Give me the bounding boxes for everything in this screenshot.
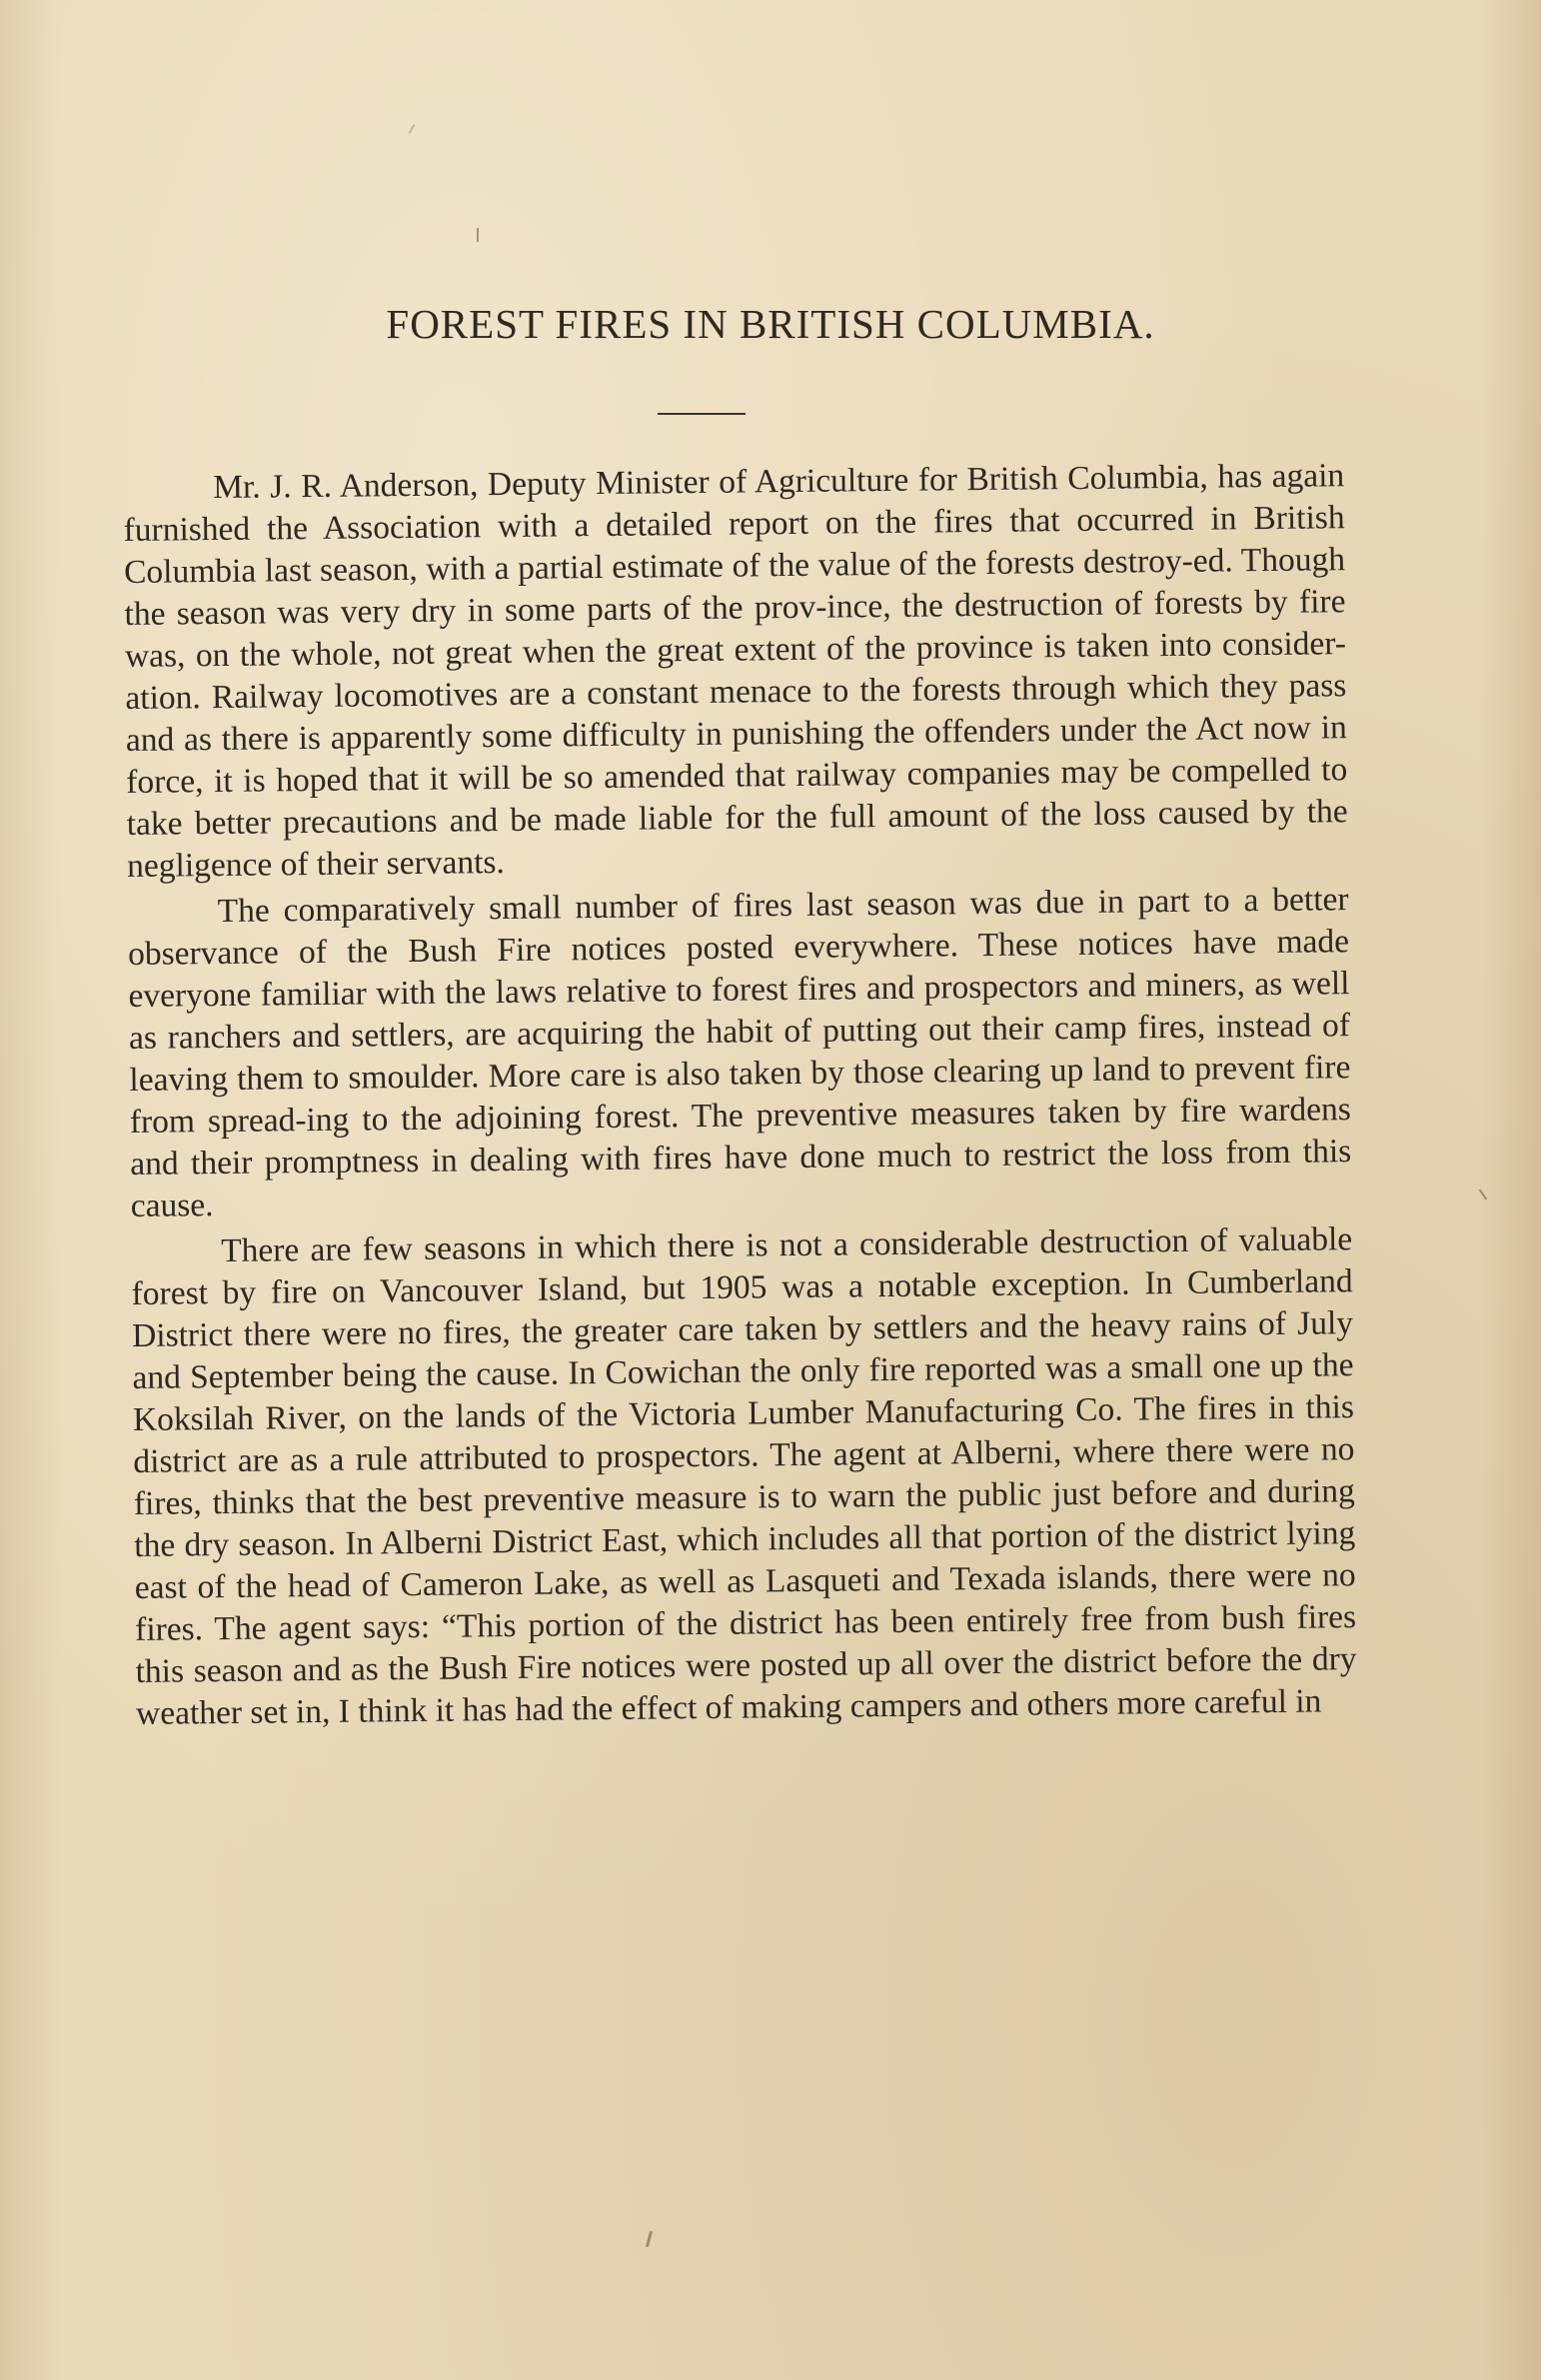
paper-speck (646, 2231, 653, 2247)
article-body (123, 455, 1357, 1735)
paper-speck (477, 228, 479, 242)
paragraph-3: There are few seasons in which there is not a considerable destruction of valuable forest by fire on Vancouver Island, but 1905 was a notable exception. In Cumberland District there were no fires, the greater care taken by settlers and the heavy rains of July and September being the cause. In Cowichan the only fire reported was a small one up the Koksilah River, on the lands of the Victoria Lumber Manufacturing Co. The fires in this district are as a rule attributed to prospectors. The agent at Alberni, where there were no fires, thinks that the best preventive measure is to warn the public just before and during the dry season. In Alberni District East, which includes all that portion of the district lying east of the head of Cameron Lake, as well as Lasqueti and Texada islands, there were no fires. The agent says: “This portion of the district has been entirely free from bush fires this season and as the Bush Fire notices were posted up all over the district before the dry weather set in, I think it has had the effect of making campers and others more careful in (131, 1220, 1357, 1732)
page-title: FOREST FIRES IN BRITISH COLUMBIA. (386, 301, 1155, 347)
title-divider (658, 413, 746, 415)
paragraph-2: The comparatively small number of fires last season was due in part to a better observance of the Bush Fire notices posted everywhere. These notices have made everyone familiar with the laws relative to forest fires and prospectors and miners, as well as ranchers and settlers, are acquiring the habit of putting out their camp fires, instead of leaving them to smoulder. More care is also taken by those clearing up land to prevent fire from spread-ing to the adjoining forest. The preventive measures taken by fire wardens and their promptness in dealing with fires have done much to restrict the loss from this cause. (127, 881, 1352, 1224)
paper-speck (1479, 1190, 1488, 1200)
paragraph-1: Mr. J. R. Anderson, Deputy Minister of Agriculture for British Columbia, has again furnished the Association with a detailed report on the fires that occurred in British Columbia last season, with a partial estimate of the value of the forests destroy-ed. Though the season was very dry in some parts of the prov-ince, the destruction of forests by fire was, on the whole, not great when the great extent of the province is taken into consider-ation. Railway locomotives are a constant menace to the forests through which they pass and as there is apparently some difficulty in punishing the offenders under the Act now in force, it is hoped that it will be so amended that railway companies may be compelled to take better precautions and be made liable for the full amount of the loss caused by the negligence of their servants. (123, 457, 1348, 885)
paper-speck (409, 124, 416, 134)
